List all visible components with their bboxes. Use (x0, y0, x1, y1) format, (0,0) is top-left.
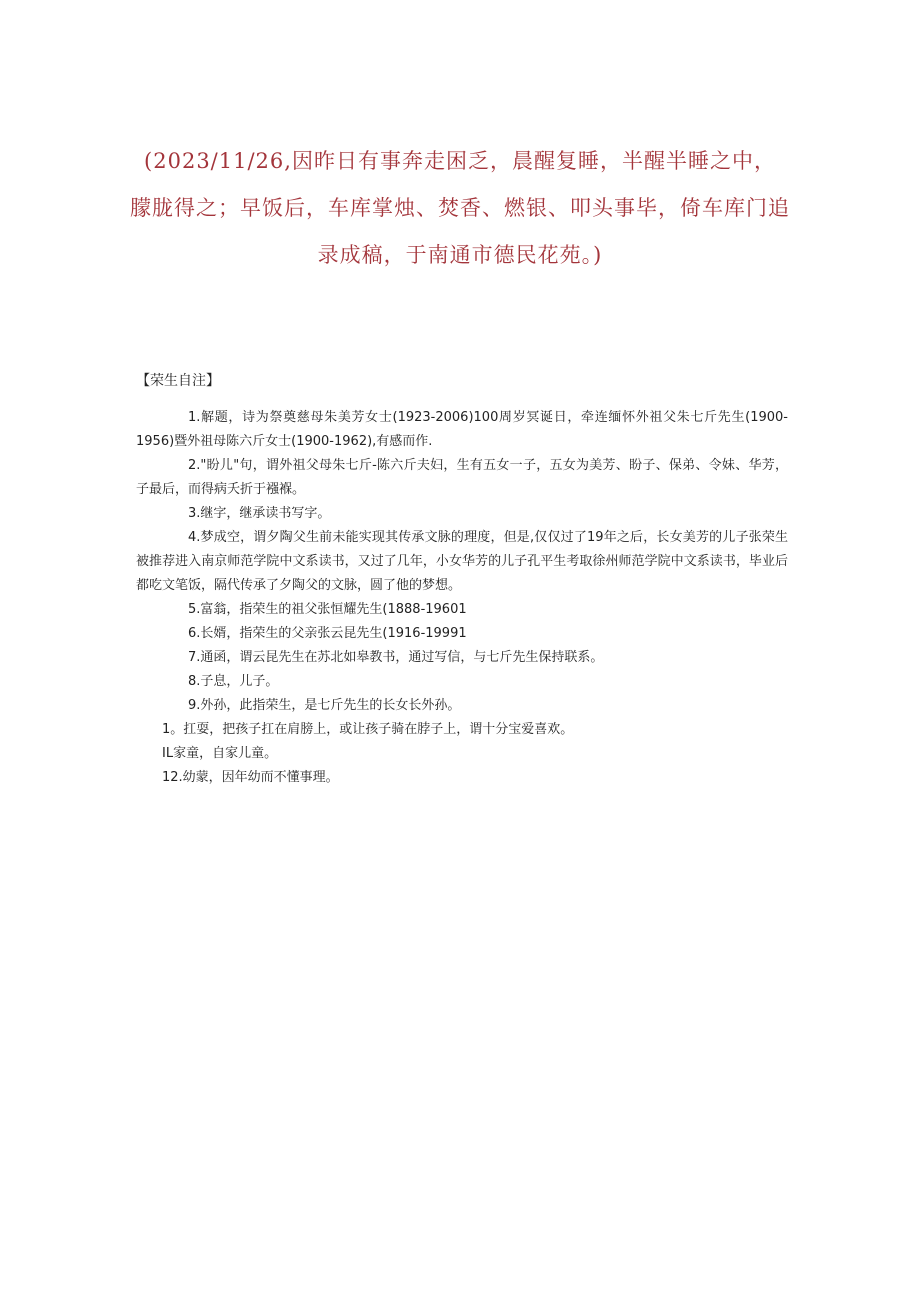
note-item (136, 526, 788, 598)
note-item (136, 502, 788, 526)
colophon-line: 朦胧得之；早饭后，车库掌烛、焚香、燃银、叩头事毕，倚车库门追 (130, 196, 790, 220)
note-text: .外孙，此指荣生，是七斤先生的长女长外孙。 (196, 698, 461, 713)
colophon-line: (2023/11/26,因昨日有事奔走困乏，晨醒复睡，半醒半睡之中， (144, 149, 776, 173)
note-number: 5 (188, 602, 197, 617)
note-item (136, 742, 788, 766)
note-text: 12.幼蒙，因年幼而不懂事理。 (162, 770, 339, 785)
note-item (136, 622, 788, 646)
colophon-text (120, 138, 800, 279)
note-item (136, 454, 788, 502)
note-text: IL家童，自家儿童。 (162, 746, 278, 761)
note-text: .子息，儿子。 (196, 674, 279, 689)
note-text: .继字，继承读书写字。 (196, 506, 331, 521)
note-text: .富翁，指荣生的祖父张恒耀先生(1888-19601 (196, 602, 467, 617)
note-number: 7 (188, 650, 197, 665)
note-text: 1。扛耍，把孩子扛在肩膀上，或让孩子骑在脖子上，谓十分宝爱喜欢。 (162, 722, 574, 737)
note-item (136, 598, 788, 622)
colophon-line: 录成稿，于南通市德民花苑。) (317, 243, 603, 267)
note-text: .解题，诗为祭奠慈母朱美芳女士(1923-2006)100周岁冥诞日，牵连缅怀外祖父朱七斤先生(1900-1956)暨外祖母陈六斤女士(1900-1962),有感而作. (136, 410, 788, 449)
note-text: .长婿，指荣生的父亲张云昆先生(1916-19991 (196, 626, 467, 641)
note-text: ."盼儿"句，谓外祖父母朱七斤-陈六斤夫妇，生有五女一子，五女为美芳、盼子、保弟、令妹、华芳，子最后，而得病夭折于襁褓。 (136, 458, 788, 497)
note-item (136, 718, 788, 742)
notes-heading: 【荣生自注】 (136, 373, 220, 389)
note-item (136, 694, 788, 718)
note-number: 9 (188, 698, 197, 713)
note-item (136, 670, 788, 694)
note-item (136, 766, 788, 790)
note-number: 2 (188, 458, 197, 473)
note-item (136, 646, 788, 670)
note-item (136, 406, 788, 454)
author-notes (136, 370, 788, 790)
note-text: .通函，谓云昆先生在苏北如皋教书，通过写信，与七斤先生保持联系。 (196, 650, 604, 665)
note-number: 8 (188, 674, 197, 689)
note-text: .梦成空，谓夕陶父生前未能实现其传承文脉的理度，但是,仅仅过了19年之后，长女美芳的儿子张荣生被推荐进入南京师范学院中文系读书，又过了几年，小女华芳的儿子孔平生考取徐州师范学院中文系读书，毕业后都吃文笔饭，隔代传承了夕陶父的文脉，圆了他的梦想。 (136, 530, 788, 593)
note-number: 4 (188, 530, 197, 545)
note-number: 6 (188, 626, 197, 641)
note-number: 3 (188, 506, 197, 521)
note-number: 1 (188, 410, 197, 425)
